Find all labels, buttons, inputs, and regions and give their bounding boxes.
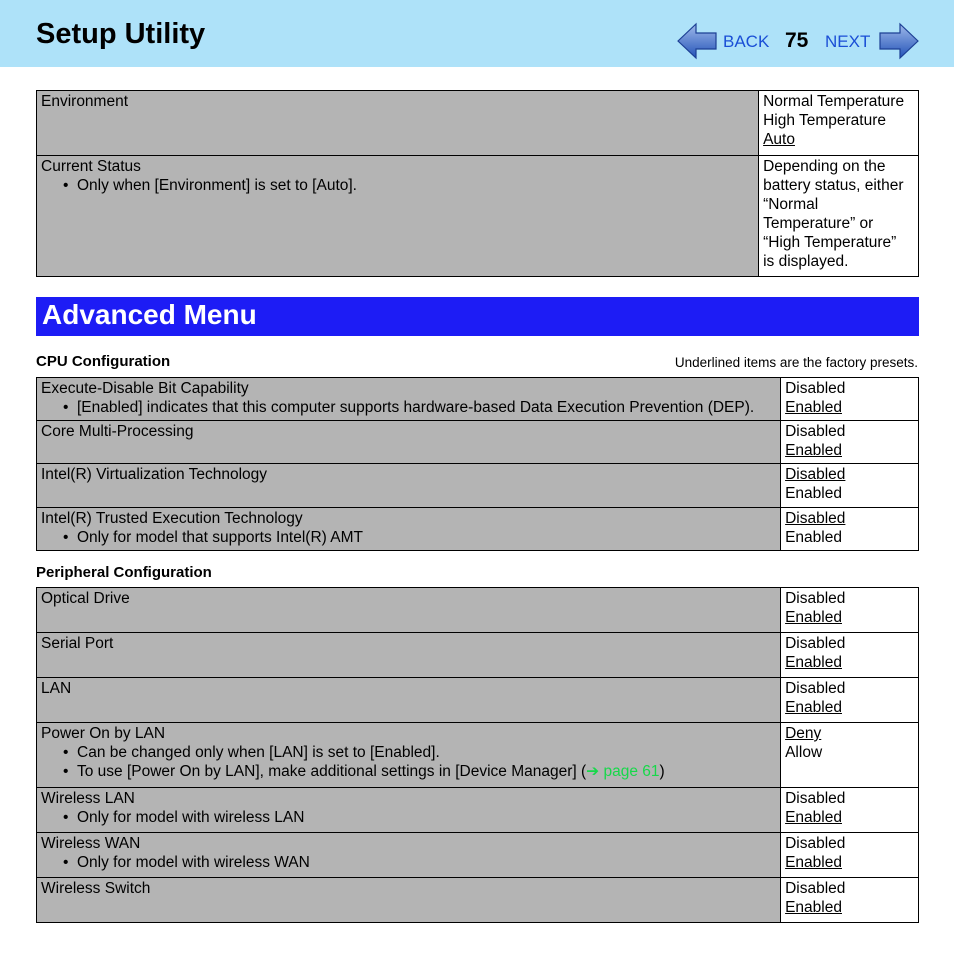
setting-options-cell (781, 878, 919, 923)
option-text: “High Temperature” (763, 234, 897, 251)
setting-name: Optical Drive (41, 590, 130, 607)
setting-options-cell (781, 723, 919, 788)
setting-name-cell (37, 421, 781, 464)
option: Allow (785, 744, 823, 761)
option-text: is displayed. (763, 253, 849, 270)
table-row (37, 678, 919, 723)
setting-name-cell (37, 508, 781, 551)
table-row (37, 833, 919, 878)
table-row (37, 633, 919, 678)
option-default: Enabled (785, 854, 842, 871)
setting-name: LAN (41, 680, 72, 697)
option-default: Disabled (785, 510, 846, 527)
setting-options-cell (759, 91, 919, 156)
page-title: Setup Utility (36, 18, 206, 50)
setting-name: Intel(R) Virtualization Technology (41, 466, 268, 483)
option-default: Enabled (785, 442, 842, 459)
bullet-note: • Only for model with wireless WAN (41, 853, 776, 872)
option: Normal Temperature (763, 93, 905, 110)
setting-name: Wireless Switch (41, 880, 151, 897)
setting-options-cell (781, 508, 919, 551)
setting-options-cell (781, 833, 919, 878)
option-default: Deny (785, 725, 822, 742)
setting-name-cell (37, 833, 781, 878)
setting-name: Serial Port (41, 635, 114, 652)
setting-options-cell (781, 788, 919, 833)
next-arrow-icon[interactable] (878, 22, 920, 60)
option-default: Enabled (785, 809, 842, 826)
bullet-note: • [Enabled] indicates that this computer supports hardware-based Data Execution Prevention (DEP). (41, 398, 776, 417)
bullet-note: • Only when [Environment] is set to [Auto]. (41, 176, 754, 195)
bullet-note: • Only for model that supports Intel(R) AMT (41, 528, 776, 547)
option: Disabled (785, 590, 846, 607)
table-row (37, 508, 919, 551)
setting-options-cell (781, 464, 919, 508)
table-row (37, 91, 919, 156)
option: Disabled (785, 790, 846, 807)
option-default: Enabled (785, 399, 842, 416)
setting-name: Wireless WAN (41, 835, 141, 852)
page-header (0, 0, 954, 67)
back-arrow-icon[interactable] (676, 22, 718, 60)
option-default: Enabled (785, 699, 842, 716)
factory-presets-note: Underlined items are the factory presets. (674, 355, 918, 370)
setting-name-cell (37, 378, 781, 421)
back-button[interactable]: BACK (723, 32, 770, 51)
option-text: Depending on the (763, 158, 886, 175)
setting-name-cell (37, 156, 759, 277)
setting-name-cell (37, 91, 759, 156)
setting-name-cell (37, 723, 781, 788)
setting-options-cell (781, 588, 919, 633)
option-text: battery status, either (763, 177, 904, 194)
setting-options-cell (781, 678, 919, 723)
option: Disabled (785, 835, 846, 852)
setting-name: Power On by LAN (41, 725, 166, 742)
setting-options-cell (781, 633, 919, 678)
setting-name: Intel(R) Trusted Execution Technology (41, 510, 303, 527)
setting-name: Environment (41, 93, 129, 110)
section-title: Advanced Menu (42, 299, 257, 330)
section-title-bar (36, 297, 919, 336)
option: Disabled (785, 423, 846, 440)
setting-name-cell (37, 633, 781, 678)
table-row (37, 156, 919, 277)
environment-table (36, 90, 919, 277)
bullet-note: • Only for model with wireless LAN (41, 808, 776, 827)
table-row (37, 723, 919, 788)
setting-name: Wireless LAN (41, 790, 135, 807)
option-default: Disabled (785, 466, 846, 483)
option-default: Enabled (785, 899, 842, 916)
setting-name: Execute-Disable Bit Capability (41, 380, 249, 397)
option-text: “Normal (763, 196, 819, 213)
cpu-configuration-heading: CPU Configuration (36, 353, 171, 370)
option: Disabled (785, 635, 846, 652)
setting-name: Current Status (41, 158, 141, 175)
table-row (37, 878, 919, 923)
option: Enabled (785, 485, 842, 502)
option-default: Enabled (785, 609, 842, 626)
table-row (37, 421, 919, 464)
setting-options-cell (781, 421, 919, 464)
option-text: Temperature” or (763, 215, 874, 232)
table-row (37, 588, 919, 633)
option: Enabled (785, 529, 842, 546)
table-row (37, 788, 919, 833)
option-default: Auto (763, 131, 795, 148)
cpu-configuration-table (36, 377, 919, 551)
setting-name-cell (37, 878, 781, 923)
option: High Temperature (763, 112, 886, 129)
table-row (37, 378, 919, 421)
setting-name-cell (37, 678, 781, 723)
option: Disabled (785, 380, 846, 397)
setting-name-cell (37, 588, 781, 633)
setting-options-cell (759, 156, 919, 277)
peripheral-configuration-table (36, 587, 919, 923)
setting-name-cell (37, 788, 781, 833)
bullet-note: • To use [Power On by LAN], make additional settings in [Device Manager] (➔ page 61) (41, 762, 776, 781)
setting-options-cell (781, 378, 919, 421)
page-number: 75 (785, 29, 809, 52)
bullet-note: • Can be changed only when [LAN] is set to [Enabled]. (41, 743, 776, 762)
table-row (37, 464, 919, 508)
option: Disabled (785, 680, 846, 697)
option-default: Enabled (785, 654, 842, 671)
option: Disabled (785, 880, 846, 897)
setting-name: Core Multi-Processing (41, 423, 194, 440)
peripheral-configuration-heading: Peripheral Configuration (36, 564, 212, 581)
next-button[interactable]: NEXT (825, 32, 871, 51)
setting-name-cell (37, 464, 781, 508)
page-link[interactable]: ➔ page 61 (586, 763, 660, 780)
